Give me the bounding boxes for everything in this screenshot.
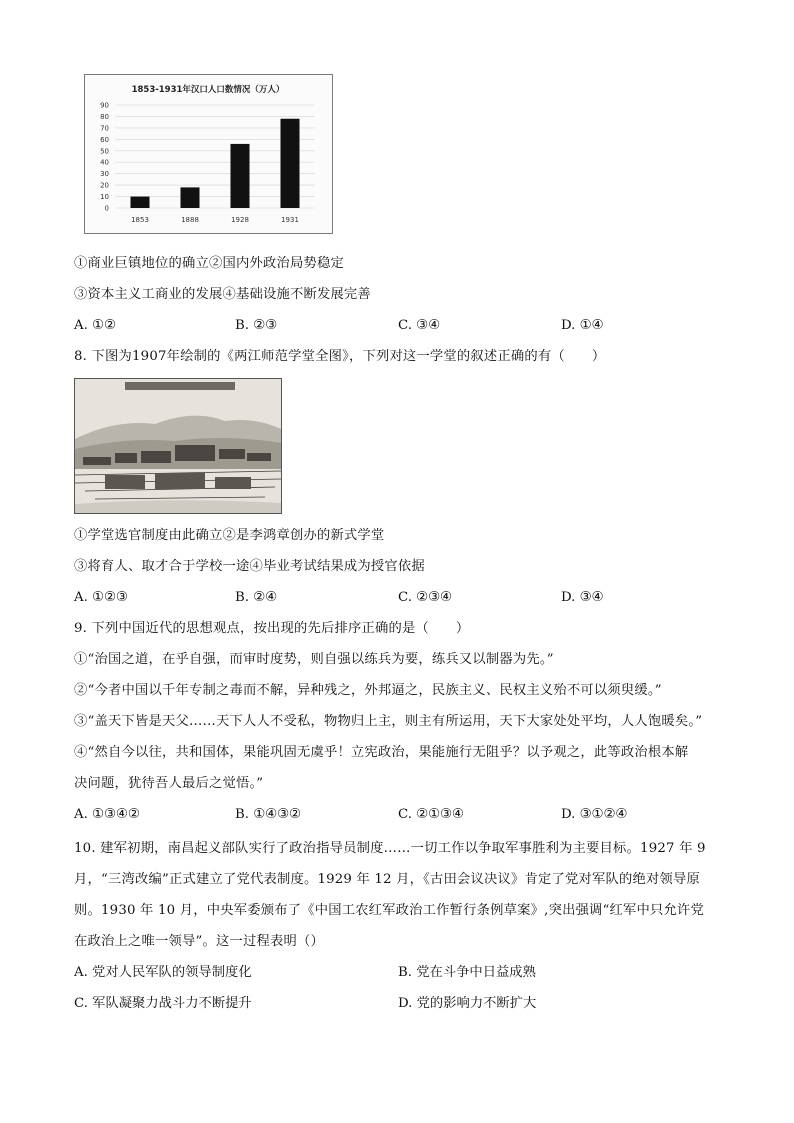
chart-x-axis — [131, 216, 299, 224]
chart-title: 1853-1931年汉口人口数情况（万人） — [131, 85, 285, 95]
q10-option-a[interactable]: A. 党对人民军队的领导制度化 — [74, 965, 252, 980]
chart-y-tick-label: 50 — [100, 147, 109, 156]
q7-option-b[interactable]: B. ②③ — [235, 318, 278, 333]
illustration-banner — [125, 382, 235, 390]
q9-quote-2: ②“今者中国以千年专制之毒而不解，异种残之，外邦逼之，民族主义、民权主义殆不可以须臾缓。” — [74, 683, 662, 698]
chart-y-tick-label: 0 — [104, 204, 109, 213]
q10-options-row-2 — [74, 994, 734, 1014]
chart-bar-1928 — [231, 144, 250, 208]
chart-y-tick-label: 70 — [100, 124, 109, 133]
chart-y-tick-label: 40 — [100, 158, 109, 167]
chart-y-tick-label: 80 — [100, 112, 109, 121]
q8-option-b[interactable]: B. ②④ — [235, 590, 278, 605]
q9-quote-3: ③“盖天下皆是天父……天下人人不受私，物物归上主，则主有所运用，天下大家处处平均，人人饱暖矣。” — [74, 714, 703, 729]
q8-option-c[interactable]: C. ②③④ — [398, 590, 452, 605]
q7-option-d[interactable]: D. ①④ — [561, 318, 604, 333]
chart-y-tick-label: 20 — [100, 181, 109, 190]
chart-y-tick-label: 60 — [100, 135, 109, 144]
q10-stem-line-3: 则。1930 年 10 月，中央军委颁布了《中国工农红军政治工作暂行条例草案》,突出强调“红军中只允许党 — [74, 903, 705, 918]
chart-y-tick-label: 30 — [100, 170, 109, 179]
q10-stem-line-1: 10. 建军初期，南昌起义部队实行了政治指导员制度……一切工作以争取军事胜利为主要目标。1927 年 9 — [74, 841, 706, 856]
q7-statements-1: ①商业巨镇地位的确立②国内外政治局势稳定 — [74, 256, 344, 271]
q9-stem: 9. 下列中国近代的思想观点，按出现的先后排序正确的是（ ） — [74, 621, 470, 636]
chart-bars — [131, 119, 300, 208]
q8-option-d[interactable]: D. ③④ — [561, 590, 604, 605]
school-illustration — [74, 378, 282, 514]
school-illustration-drawing — [75, 379, 281, 513]
q10-stem-line-4: 在政治上之唯一领导”。这一过程表明（） — [74, 934, 324, 949]
q9-option-c[interactable]: C. ②①③④ — [398, 807, 464, 822]
q7-options — [74, 316, 734, 336]
chart-bar-1888 — [181, 187, 200, 208]
chart-bar-1853 — [131, 197, 150, 208]
q8-statements-2: ③将育人、取才合于学校一途④毕业考试结果成为授官依据 — [74, 559, 425, 574]
q9-option-b[interactable]: B. ①④③② — [235, 807, 301, 822]
chart-y-tick-label: 10 — [100, 193, 109, 202]
q10-option-b[interactable]: B. 党在斗争中日益成熟 — [398, 965, 536, 980]
q9-quote-1: ①“治国之道，在乎自强，而审时度势，则自强以练兵为要，练兵又以制器为先。” — [74, 652, 554, 667]
chart-x-tick-label: 1931 — [281, 216, 299, 224]
q9-option-a[interactable]: A. ①③④② — [74, 807, 140, 822]
q9-quote-4-line-1: ④“然自今以往，共和国体，果能巩固无虞乎！立宪政治，果能施行无阻乎？以予观之，此等政治根本解 — [74, 745, 689, 760]
chart-y-tick-label: 90 — [100, 101, 109, 110]
q9-quote-4-line-2: 决问题，犹待吾人最后之觉悟。” — [74, 776, 264, 791]
chart-bar-1931 — [281, 119, 300, 208]
population-bar-chart — [84, 74, 333, 234]
chart-svg — [85, 75, 332, 233]
q7-statements-2: ③资本主义工商业的发展④基础设施不断发展完善 — [74, 287, 371, 302]
q9-options — [74, 805, 734, 825]
q8-stem: 8. 下图为1907年绘制的《两江师范学堂全图》，下列对这一学堂的叙述正确的有（ ） — [74, 349, 606, 364]
q8-statements-1: ①学堂选官制度由此确立②是李鸿章创办的新式学堂 — [74, 528, 385, 543]
chart-x-tick-label: 1888 — [181, 216, 199, 224]
q10-option-d[interactable]: D. 党的影响力不断扩大 — [398, 996, 537, 1011]
chart-y-axis — [100, 102, 109, 213]
q9-option-d[interactable]: D. ③①②④ — [561, 807, 628, 822]
q7-option-c[interactable]: C. ③④ — [398, 318, 440, 333]
chart-x-tick-label: 1928 — [231, 216, 249, 224]
q8-options — [74, 588, 734, 608]
q10-stem-line-2: 月，“三湾改编”正式建立了党代表制度。1929 年 12 月，《古田会议决议》肯定了党对军队的绝对领导原 — [74, 872, 700, 887]
q7-option-a[interactable]: A. ①② — [74, 318, 116, 333]
q10-option-c[interactable]: C. 军队凝聚力战斗力不断提升 — [74, 996, 252, 1011]
q8-option-a[interactable]: A. ①②③ — [74, 590, 128, 605]
chart-x-tick-label: 1853 — [131, 216, 149, 224]
q10-options-row-1 — [74, 963, 734, 983]
